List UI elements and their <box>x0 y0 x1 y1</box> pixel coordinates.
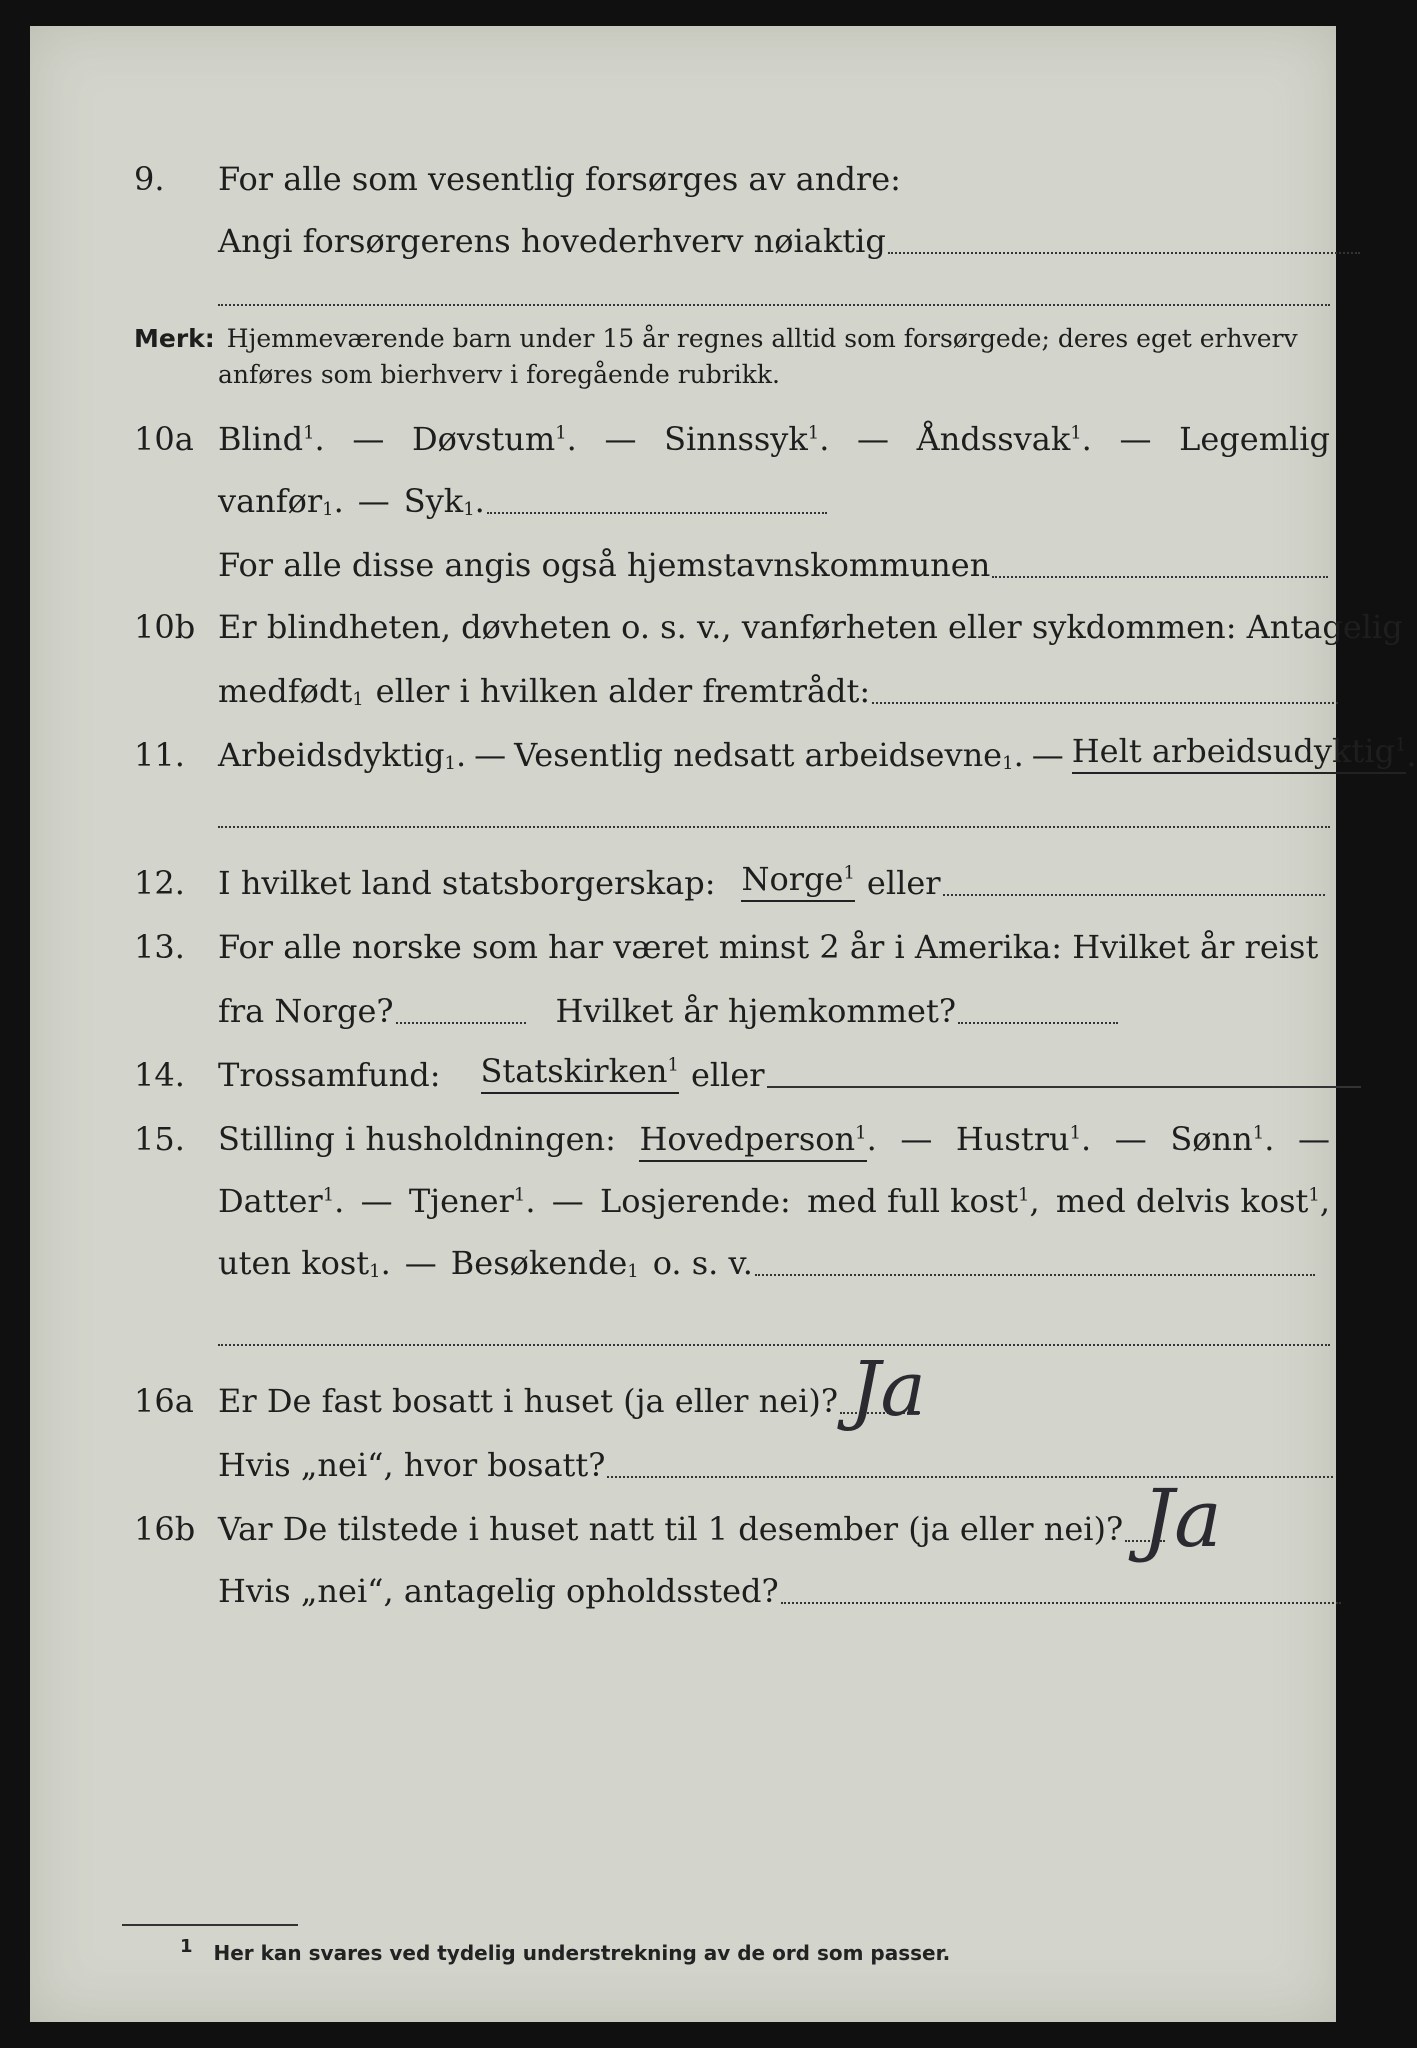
question-number: 10a <box>134 420 194 458</box>
question-text: Er De fast bosatt i huset (ja eller nei)? <box>218 1382 839 1420</box>
option-blind: Blind <box>218 420 304 458</box>
handwritten-answer-16b: Ja <box>1142 1472 1222 1565</box>
answer-line <box>872 702 1338 704</box>
question-number: 13. <box>134 928 185 966</box>
answer-line <box>958 1022 1118 1024</box>
question-number: 10b <box>134 608 196 646</box>
option-syk: Syk <box>403 482 464 520</box>
question-number: 16a <box>134 1382 194 1420</box>
answer-line <box>607 1476 1333 1478</box>
question-number: 15. <box>134 1120 185 1158</box>
option-vanfor: vanfør <box>218 482 323 520</box>
question-text: For alle norske som har været minst 2 år i Amerika: Hvilket år reist <box>218 928 1319 966</box>
option-legemlig: Legemlig <box>1179 420 1330 458</box>
option-besokende: Besøkende <box>450 1244 628 1282</box>
option-sinnssyk: Sinnssyk <box>664 420 808 458</box>
option-arbeidsdyktig: Arbeidsdyktig <box>218 736 445 774</box>
option-andssvak: Åndssvak <box>916 420 1071 458</box>
question-text: Hvis „nei“, antagelig opholdssted? <box>218 1572 779 1610</box>
option-datter: Datter <box>218 1182 323 1220</box>
note-merk <box>134 324 1298 353</box>
answer-line <box>218 1344 1330 1346</box>
option-hustru: Hustru <box>955 1120 1070 1158</box>
footnote: $^1$ Her kan svares ved tydelig understrekning av de ord som passer. <box>180 1936 951 1965</box>
answer-line <box>767 1086 1361 1088</box>
option-nedsatt-arbeidsevne: Vesentlig nedsatt arbeidsevne <box>514 736 1003 774</box>
question-text: fra Norge? <box>218 992 394 1030</box>
question-number: 14. <box>134 1056 185 1094</box>
answer-line <box>781 1602 1341 1604</box>
question-text: Hvis „nei“, hvor bosatt? <box>218 1446 606 1484</box>
option-medfodt: medfødt <box>218 672 353 710</box>
question-number: 11. <box>134 736 185 774</box>
census-form-page: 9. For alle som vesentlig forsørges av andre: Angi forsørgerens hovederhverv nøiaktig Merk: Hjemmeværende barn under 15 år regnes alltid som forsørgede; deres eget erhverv anføres som bierhverv i foregående rubrikk. 10a Blind$^1$. — Døvstum$^1$. — Sinnssyk$^1$. — Åndssvak$^1$. — Legemlig vanfør $_1$ . — Syk $_1$ . For alle disse angis også hjemstavnskommunen 10b Er blindheten, døvheten o. s. v., vanførheten eller sykdommen: Antagelig medfødt $_1$ eller i hvilken alder fremtrådt: 11. Arbeidsdyktig $_1$ . — Vesentlig nedsatt arbeidsevne $_1$ . — Helt arbeidsudyktig$^1$ . 12. I hvilket land statsborgerskap: Norge$^1$ eller 13. For alle norske som har været minst 2 år i Amerika: Hvilket år reist fra Norge? Hvilket år hjemkommet? 14. Trossamfund: Statskirken$^1$ eller 15. Stilling i husholdningen: Hovedperson$^1$. — Hustru$^1$. — Sønn$^1$. — Datter$^1$. — Tjener$^1$. — Losjerende: med full kost$^1$, med delvis kost$^1$, uten kost $_1$ . — Besøkende $_1$ o. s. v. 16a Er De fast bosatt i huset (ja eller nei)? Ja Hvis „nei“, hvor bosatt? 16b Var De tilstede i huset natt til 1 desember (ja eller nei)? Ja Hvis „nei“, antagelig opholdssted? $^1$ Her kan svares ved tydelig understrekning av de ord som passer. <box>30 26 1336 2022</box>
answer-line <box>755 1274 1315 1276</box>
question-text: Er blindheten, døvheten o. s. v., vanførheten eller sykdommen: Antagelig <box>218 608 1403 646</box>
question-text: For alle som vesentlig forsørges av andre: <box>218 160 901 198</box>
option-norge-underlined: Norge$^1$ <box>741 860 854 902</box>
option-hovedperson-underlined: Hovedperson$^1$ <box>639 1120 866 1162</box>
answer-line <box>487 512 827 514</box>
question-number: 16b <box>134 1510 196 1548</box>
answer-line <box>218 826 1330 828</box>
question-text: Var De tilstede i huset natt til 1 desember (ja eller nei)? <box>218 1510 1124 1548</box>
question-text: Hvilket år hjemkommet? <box>555 992 956 1030</box>
question-text: For alle disse angis også hjemstavnskommunen <box>218 546 991 584</box>
option-full-kost: med full kost <box>807 1182 1019 1220</box>
option-sonn: Sønn <box>1170 1120 1253 1158</box>
question-text: Trossamfund: <box>218 1056 441 1094</box>
note-text: anføres som bierhverv i foregående rubrikk. <box>218 360 780 389</box>
answer-line <box>396 1022 526 1024</box>
question-number: 9. <box>134 160 165 198</box>
note-text: Hjemmeværende barn under 15 år regnes alltid som forsørgede; deres eget erhverv <box>226 324 1298 353</box>
question-text: eller i hvilken alder fremtrådt: <box>375 672 871 710</box>
question-number: 12. <box>134 864 185 902</box>
question-text: Stilling i husholdningen: <box>218 1120 616 1158</box>
answer-line <box>218 304 1330 306</box>
question-text: I hvilket land statsborgerskap: <box>218 864 716 902</box>
option-losjerende: Losjerende: <box>599 1182 791 1220</box>
answer-line <box>943 894 1325 896</box>
option-uten-kost: uten kost <box>218 1244 370 1282</box>
footnote-rule <box>122 1924 298 1926</box>
note-merk-line2 <box>218 360 780 389</box>
answer-line <box>992 576 1328 578</box>
option-helt-arbeidsudyktig-underlined: Helt arbeidsudyktig$^1$ <box>1072 732 1407 774</box>
option-statskirken-underlined: Statskirken$^1$ <box>481 1052 679 1094</box>
option-dovstum: Døvstum <box>411 420 556 458</box>
option-tjener: Tjener <box>408 1182 514 1220</box>
handwritten-answer-16a: Ja <box>850 1344 926 1433</box>
answer-line <box>888 252 1360 254</box>
question-text: Angi forsørgerens hovederhverv nøiaktig <box>218 222 886 260</box>
option-delvis-kost: med delvis kost <box>1055 1182 1309 1220</box>
note-label: Merk: <box>134 324 215 353</box>
